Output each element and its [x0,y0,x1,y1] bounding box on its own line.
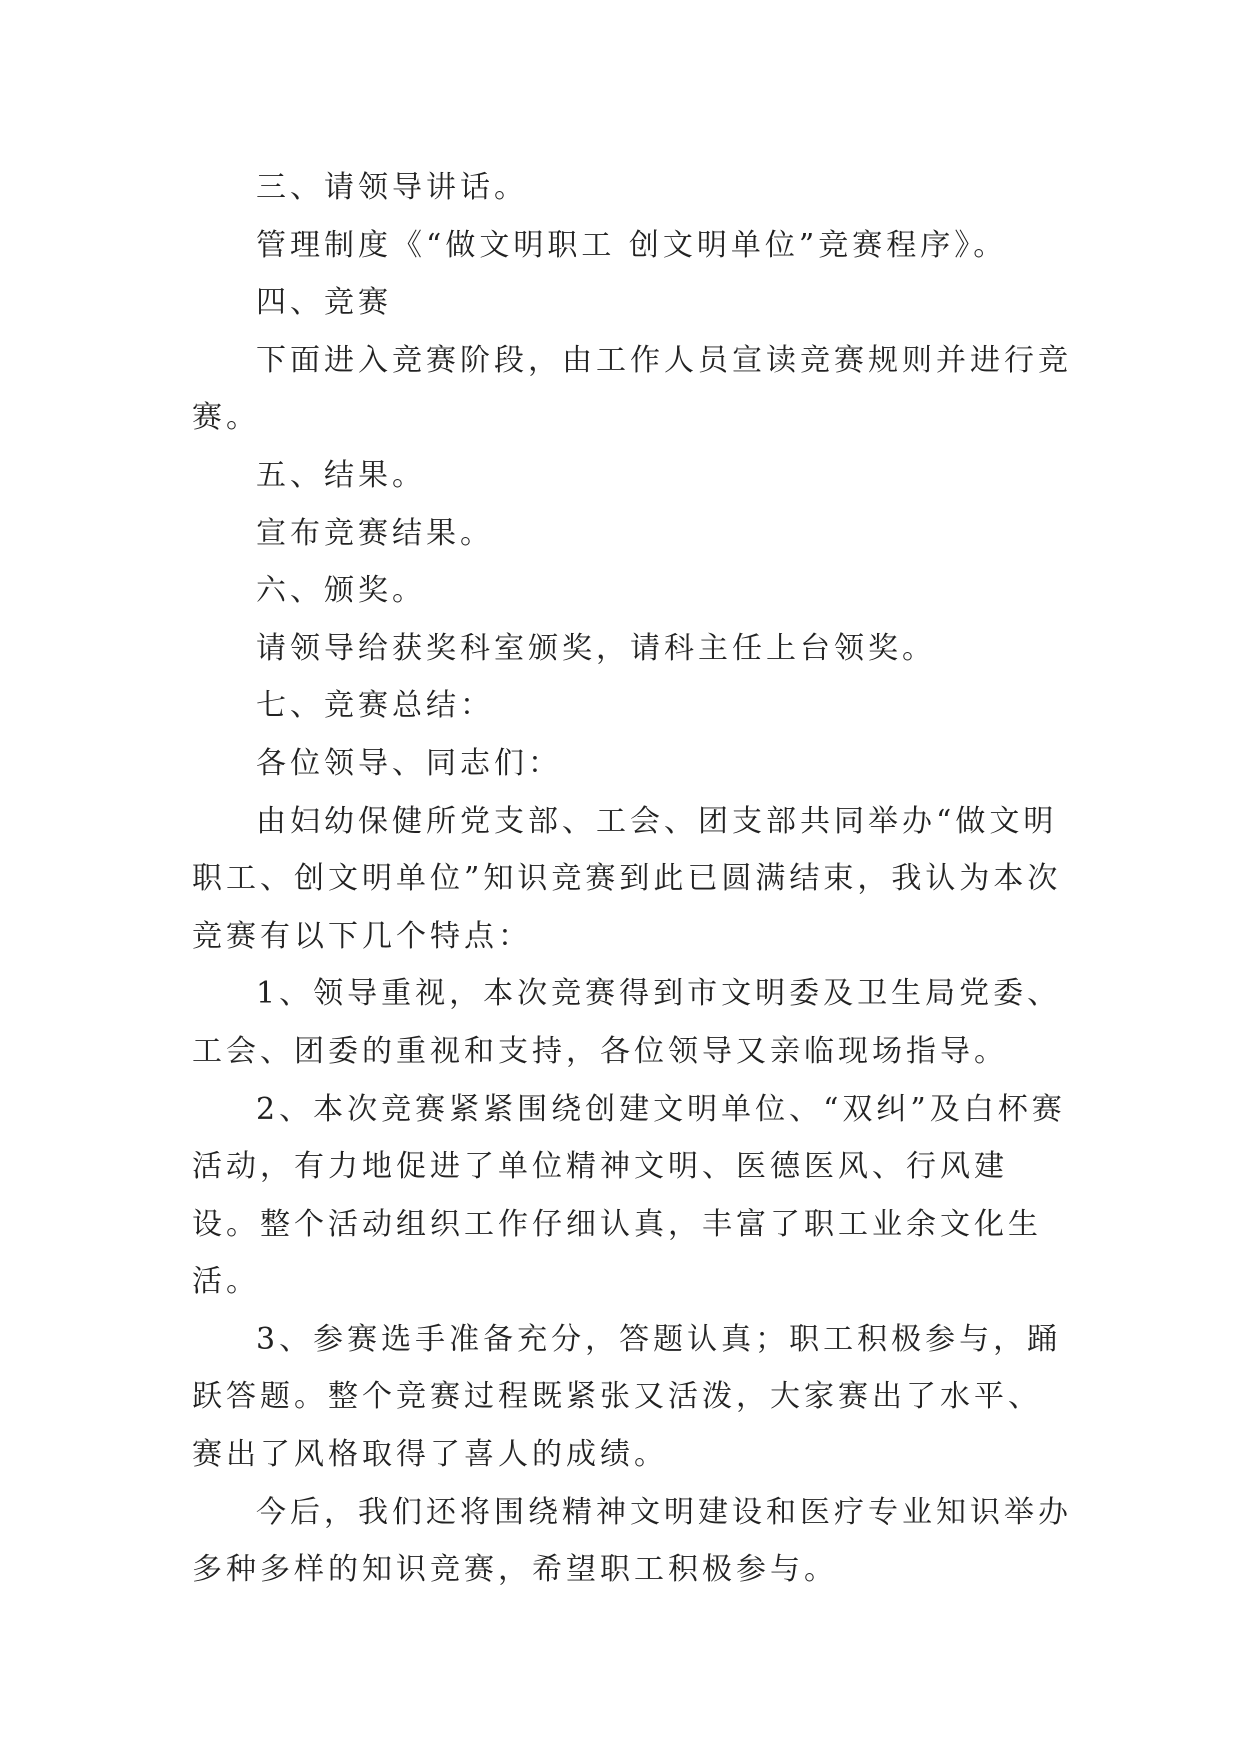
paragraph-salutation: 各位领导、同志们： [256,745,562,781]
paragraph-section-7: 七、竞赛总结： [256,688,494,724]
paragraph-procedure-title: 管理制度《“做文明职工 创文明单位”竞赛程序》。 [256,227,1008,263]
paragraph-summary-intro: 由妇幼保健所党支部、工会、团支部共同举办“做文明职工、创文明单位”知识竞赛到此已圆满结束，我认为本次竞赛有以下几个特点： [192,803,1062,954]
paragraph-section-5: 五、结果。 [256,457,426,493]
document-body [192,159,1072,1599]
paragraph-closing: 今后，我们还将围绕精神文明建设和医疗专业知识举办多种多样的知识竞赛，希望职工积极参与。 [192,1494,1072,1588]
paragraph-section-4: 四、竞赛 [256,285,392,321]
paragraph-announce-results: 宣布竞赛结果。 [256,515,494,551]
paragraph-section-3: 三、请领导讲话。 [256,170,528,205]
paragraph-point-2: 2、本次竞赛紧紧围绕创建文明单位、“双纠”及白杯赛活动，有力地促进了单位精神文明、医德医风、行风建设。整个活动组织工作仔细认真，丰富了职工业余文化生活。 [192,1091,1066,1300]
paragraph-award-ceremony: 请领导给获奖科室颁奖，请科主任上台领奖。 [256,630,936,666]
paragraph-section-6: 六、颁奖。 [256,573,426,609]
paragraph-competition-stage: 下面进入竞赛阶段，由工作人员宣读竞赛规则并进行竞赛。 [192,342,1072,436]
paragraph-point-1: 1、领导重视，本次竞赛得到市文明委及卫生局党委、工会、团委的重视和支持，各位领导又亲临现场指导。 [192,976,1062,1069]
paragraph-point-3: 3、参赛选手准备充分，答题认真；职工积极参与，踊跃答题。整个竞赛过程既紧张又活泼，大家赛出了水平、赛出了风格取得了喜人的成绩。 [192,1321,1062,1473]
